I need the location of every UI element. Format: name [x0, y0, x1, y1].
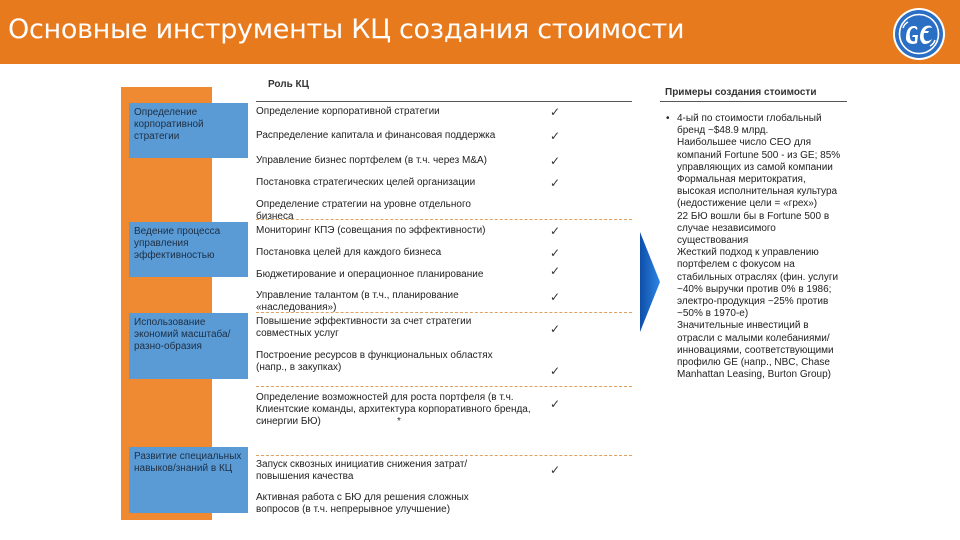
tool-item: Определение возможностей для роста портфеля (в т.ч. Клиентские команды, архитектура корпоративного бренда, синергии БЮ): [256, 392, 531, 427]
arrow-right-icon: [640, 232, 662, 337]
role-header-divider: [256, 101, 632, 102]
group-separator: [256, 455, 632, 456]
role-box-scale: Использование экономий масштаба/разно-образия: [129, 313, 248, 379]
check-icon: ✓: [550, 246, 561, 260]
tool-item: Мониторинг КПЭ (совещания по эффективности): [256, 225, 486, 236]
check-icon: ✓: [550, 224, 561, 238]
examples-header-divider: [660, 101, 847, 102]
bullet-icon: •: [666, 113, 670, 124]
tool-item: Бюджетирование и операционное планирование: [256, 269, 484, 280]
example-item: 22 БЮ вошли бы в Fortune 500 в случае независимого существования: [677, 210, 830, 247]
check-icon: ✓: [550, 322, 561, 336]
tool-item: Постановка целей для каждого бизнеса: [256, 247, 442, 258]
examples-column-header: Примеры создания стоимости: [665, 87, 817, 98]
tool-item: Распределение капитала и финансовая поддержка: [256, 130, 496, 141]
check-icon: ✓: [550, 290, 561, 304]
role-box-performance: Ведение процесса управления эффективностью: [129, 222, 248, 277]
tool-item: Запуск сквозных инициатив снижения затрат/повышения качества: [256, 459, 468, 482]
check-icon: ✓: [550, 264, 561, 278]
tool-item: Управление талантом (в т.ч., планирование «наследования»): [256, 290, 459, 313]
check-icon: ✓: [550, 397, 561, 411]
tool-item: Определение стратегии на уровне отдельного бизнеса: [256, 199, 471, 222]
check-icon: ✓: [550, 176, 561, 190]
tool-item: Постановка стратегических целей организации: [256, 177, 476, 188]
role-column-header: Роль КЦ: [268, 79, 309, 90]
check-icon: ✓: [550, 105, 561, 119]
example-item: Жесткий подход к управлению портфелем с фокусом на стабильных отраслях (фин. услуги ~40% выручки против 0% в 1986; электро-продукция ~25% против ~50% в 1970-е): [677, 247, 839, 320]
example-item: Наибольшее число CEO для компаний Fortune 500 - из GE; 85% управляющих из самой компании: [677, 137, 841, 173]
tool-item: Определение корпоративной стратегии: [256, 106, 440, 117]
footnote-asterisk: *: [397, 416, 401, 427]
example-item: • 4-ый по стоимости глобальный бренд ~$48.9 млрд.: [666, 113, 822, 137]
example-item: Значительные инвестиций в отрасли с малыми колебаниями/инновациями, соответствующими профилю GE (напр., NBC, Chase Manhattan Leasing, Burton Group): [677, 320, 834, 381]
check-icon: ✓: [550, 364, 561, 378]
tool-item: Построение ресурсов в функциональных областях (напр., в закупках): [256, 350, 493, 373]
check-icon: ✓: [550, 463, 561, 477]
header-bar: [0, 0, 960, 64]
ge-logo-icon: [893, 8, 945, 60]
check-icon: ✓: [550, 129, 561, 143]
example-item: Формальная меритократия, высокая исполнительная культура (недостижение цели = «грех»): [677, 174, 838, 210]
examples-list: [666, 113, 844, 381]
role-box-skills: Развитие специальных навыков/знаний в КЦ: [129, 447, 248, 513]
group-separator: [256, 386, 632, 387]
tool-item: Управление бизнес портфелем (в т.ч. через M&A): [256, 155, 488, 166]
tool-item: Повышение эффективности за счет стратегии совместных услуг: [256, 316, 472, 339]
role-box-strategy: Определение корпоративной стратегии: [129, 103, 248, 158]
check-icon: ✓: [550, 154, 561, 168]
tool-item: Активная работа с БЮ для решения сложных вопросов (в т.ч. непрерывное улучшение): [256, 492, 469, 515]
page-title: Основные инструменты КЦ создания стоимости: [8, 14, 685, 45]
